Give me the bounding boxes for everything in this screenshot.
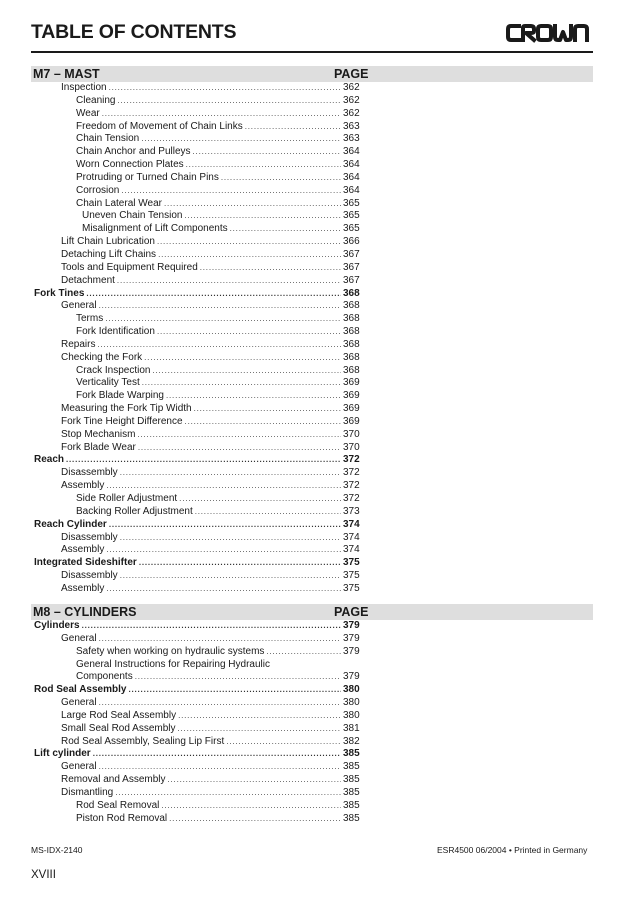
toc-entry-page: 385 <box>343 786 360 798</box>
dot-leader <box>178 710 341 723</box>
section-header-mast <box>31 66 593 82</box>
toc-entry-page: 385 <box>343 748 360 760</box>
toc-entry-label: Stop Mechanism <box>61 428 136 440</box>
dot-leader <box>152 365 341 378</box>
toc-entry-page: 373 <box>343 505 360 517</box>
dot-leader <box>221 172 341 185</box>
toc-entry <box>31 185 361 198</box>
toc-entry-page: 380 <box>343 709 360 721</box>
toc-entry-page: 369 <box>343 403 360 415</box>
toc-entry <box>31 300 361 313</box>
toc-entry-page: 372 <box>343 454 360 466</box>
dot-leader <box>66 454 341 467</box>
toc-entry <box>31 454 361 467</box>
toc-entry-page: 368 <box>343 287 360 299</box>
toc-entry-page: 369 <box>343 415 360 427</box>
toc-entry <box>31 659 361 672</box>
dot-leader <box>230 223 341 236</box>
dot-leader <box>141 133 341 146</box>
dot-leader <box>105 313 341 326</box>
toc-entry <box>31 620 361 633</box>
toc-entry-page: 379 <box>343 645 360 657</box>
toc-entry <box>31 352 361 365</box>
toc-entry-page: 375 <box>343 557 360 569</box>
dot-leader <box>200 262 341 275</box>
section-title: M7 – MAST <box>33 67 100 81</box>
dot-leader <box>99 633 341 646</box>
toc-entry <box>31 570 361 583</box>
dot-leader <box>106 544 341 557</box>
toc-entry-label: Rod Seal Assembly <box>34 684 127 696</box>
toc-entry <box>31 198 361 211</box>
section-title: M8 – CYLINDERS <box>33 605 137 619</box>
toc-entry-label: Fork Blade Warping <box>76 390 164 402</box>
dot-leader <box>93 748 341 761</box>
page-column-label: PAGE <box>334 605 369 619</box>
toc-entry <box>31 390 361 403</box>
toc-entry-page: 372 <box>343 493 360 504</box>
footer-edition: ESR4500 06/2004 • Printed in Germany <box>437 845 588 855</box>
toc-entry-page: 364 <box>343 171 360 183</box>
toc-entry-label: Freedom of Movement of Chain Links <box>76 120 243 132</box>
dot-leader <box>168 774 342 787</box>
toc-entry <box>31 159 361 172</box>
toc-entry-page: 372 <box>343 480 360 492</box>
toc-entry <box>31 172 361 185</box>
toc-entry <box>31 736 361 749</box>
toc-entry-label: Dismantling <box>61 786 114 798</box>
dot-leader <box>186 159 341 172</box>
dot-leader <box>138 442 341 455</box>
dot-leader <box>128 684 341 697</box>
toc-entry-label: Detachment <box>61 274 115 286</box>
toc-entry-page: 369 <box>343 390 360 402</box>
toc-entry <box>31 339 361 352</box>
toc-entry <box>31 557 361 570</box>
toc-entry-label: Cleaning <box>76 94 116 106</box>
dot-leader <box>121 185 341 198</box>
toc-entry-label: Components <box>76 671 133 683</box>
dot-leader <box>82 620 341 633</box>
toc-entry-page: 363 <box>343 133 360 145</box>
toc-entry-label: Crack Inspection <box>76 364 151 376</box>
toc-entry-label: Protruding or Turned Chain Pins <box>76 171 219 183</box>
toc-entry-page: 372 <box>343 467 360 479</box>
dot-leader <box>137 429 341 442</box>
toc-entry <box>31 223 361 236</box>
toc-entry-label: Integrated Sideshifter <box>34 557 137 569</box>
dot-leader <box>178 723 342 736</box>
toc-entry-label: Fork Tine Height Difference <box>61 415 183 427</box>
toc-entry-page: 368 <box>343 326 360 338</box>
toc-entry <box>31 671 361 684</box>
toc-entry <box>31 249 361 262</box>
toc-list-cylinders <box>31 620 361 826</box>
toc-entry-label: Fork Identification <box>76 326 155 338</box>
toc-entry <box>31 697 361 710</box>
toc-entry <box>31 544 361 557</box>
toc-entry <box>31 519 361 532</box>
crown-logo <box>505 22 593 44</box>
toc-entry-label: Wear <box>76 107 100 119</box>
toc-entry-label: Removal and Assembly <box>61 774 166 786</box>
toc-entry-label: Detaching Lift Chains <box>61 248 157 260</box>
toc-entry-page: 368 <box>343 313 360 325</box>
toc-entry <box>31 723 361 736</box>
toc-entry-label: Tools and Equipment Required <box>61 261 198 273</box>
toc-entry-page: 374 <box>343 531 360 543</box>
toc-entry <box>31 506 361 519</box>
toc-entry-page: 380 <box>343 684 360 696</box>
toc-entry-label: Cylinders <box>34 620 80 631</box>
toc-entry-page: 379 <box>343 671 360 683</box>
toc-entry-page: 375 <box>343 582 360 594</box>
toc-entry-page: 379 <box>343 632 360 644</box>
toc-entry-page: 379 <box>343 620 360 631</box>
toc-entry-label: Rod Seal Assembly, Sealing Lip First <box>61 735 225 747</box>
toc-entry-page: 381 <box>343 722 360 734</box>
toc-entry-page: 362 <box>343 94 360 106</box>
dot-leader <box>99 697 341 710</box>
dot-leader <box>157 236 341 249</box>
dot-leader <box>106 480 341 493</box>
toc-entry-page: 368 <box>343 338 360 350</box>
toc-list-mast <box>31 82 361 596</box>
toc-entry <box>31 326 361 339</box>
dot-leader <box>115 787 341 800</box>
toc-entry <box>31 313 361 326</box>
toc-entry-label: Disassembly <box>61 570 118 582</box>
toc-entry-label: Chain Anchor and Pulleys <box>76 146 191 158</box>
toc-entry-label: Disassembly <box>61 467 118 479</box>
toc-entry-label: Assembly <box>61 480 105 492</box>
dot-leader <box>266 646 341 659</box>
toc-entry-label: Checking the Fork <box>61 351 143 363</box>
toc-entry-label: Assembly <box>61 582 105 594</box>
dot-leader <box>245 121 341 134</box>
dot-leader <box>135 671 341 684</box>
page-column-label: PAGE <box>334 67 369 81</box>
toc-entry-label: Lift Chain Lubrication <box>61 236 155 248</box>
toc-entry-label: Terms <box>76 313 104 325</box>
toc-entry-page: 370 <box>343 428 360 440</box>
toc-entry-page: 365 <box>343 210 360 222</box>
toc-entry <box>31 377 361 390</box>
dot-leader <box>179 493 341 506</box>
toc-entry <box>31 95 361 108</box>
toc-entry-page: 368 <box>343 300 360 312</box>
toc-entry-label: Reach <box>34 454 65 466</box>
toc-entry-label: Fork Blade Wear <box>61 441 136 453</box>
toc-entry-label: Corrosion <box>76 184 120 196</box>
dot-leader <box>158 249 341 262</box>
toc-entry <box>31 442 361 455</box>
dot-leader <box>226 736 341 749</box>
dot-leader <box>193 146 341 159</box>
dot-leader <box>106 583 341 596</box>
toc-entry <box>31 146 361 159</box>
toc-entry-page: 385 <box>343 812 360 824</box>
toc-entry-page: 374 <box>343 518 360 530</box>
toc-entry-page: 363 <box>343 120 360 132</box>
toc-entry-label: Rod Seal Removal <box>76 799 160 811</box>
header-divider <box>31 51 593 53</box>
toc-entry-page: 365 <box>343 223 360 235</box>
toc-entry-label: General <box>61 632 97 644</box>
toc-entry <box>31 480 361 493</box>
dot-leader <box>144 352 341 365</box>
toc-entry-label: Lift cylinder <box>34 748 91 760</box>
dot-leader <box>117 275 341 288</box>
toc-entry-label: Piston Rod Removal <box>76 812 168 824</box>
toc-entry-label: Chain Tension <box>76 133 140 145</box>
dot-leader <box>169 813 341 826</box>
toc-entry-label: Side Roller Adjustment <box>76 493 178 504</box>
toc-entry <box>31 416 361 429</box>
toc-entry <box>31 133 361 146</box>
dot-leader <box>157 326 341 339</box>
dot-leader <box>99 761 341 774</box>
toc-entry-page: 374 <box>343 544 360 556</box>
dot-leader <box>120 532 341 545</box>
toc-entry-label: Misalignment of Lift Components <box>82 223 228 235</box>
toc-entry-label: Small Seal Rod Assembly <box>61 722 176 734</box>
toc-entry <box>31 710 361 723</box>
section-header-cylinders <box>31 604 593 620</box>
toc-entry-label: Verticality Test <box>76 377 140 389</box>
toc-entry <box>31 82 361 95</box>
dot-leader <box>120 570 341 583</box>
toc-entry <box>31 365 361 378</box>
toc-entry-label: Repairs <box>61 338 96 350</box>
dot-leader <box>185 416 341 429</box>
toc-entry <box>31 121 361 134</box>
toc-entry-page: 375 <box>343 570 360 582</box>
toc-entry <box>31 583 361 596</box>
toc-entry-page: 362 <box>343 107 360 119</box>
toc-entry-label: Fork Tines <box>34 287 85 299</box>
toc-entry <box>31 633 361 646</box>
toc-entry-page: 367 <box>343 248 360 260</box>
toc-entry <box>31 467 361 480</box>
toc-entry-page: 385 <box>343 774 360 786</box>
toc-entry-page: 367 <box>343 274 360 286</box>
toc-entry <box>31 108 361 121</box>
dot-leader <box>102 108 341 121</box>
toc-entry <box>31 403 361 416</box>
toc-entry-label: Reach Cylinder <box>34 518 107 530</box>
dot-leader <box>99 300 341 313</box>
toc-entry <box>31 748 361 761</box>
dot-leader <box>161 800 341 813</box>
dot-leader <box>97 339 341 352</box>
toc-entry <box>31 646 361 659</box>
footer-doc-id: MS-IDX-2140 <box>31 845 83 855</box>
dot-leader <box>195 506 341 519</box>
toc-entry-page: 369 <box>343 377 360 389</box>
dot-leader <box>142 377 341 390</box>
dot-leader <box>184 210 341 223</box>
dot-leader <box>109 519 341 532</box>
dot-leader <box>117 95 341 108</box>
toc-entry <box>31 813 361 826</box>
toc-entry-page: 364 <box>343 146 360 158</box>
toc-entry-label: General Instructions for Repairing Hydraulic <box>76 658 270 670</box>
toc-entry <box>31 262 361 275</box>
toc-entry-page: 380 <box>343 697 360 709</box>
toc-entry-page: 385 <box>343 761 360 773</box>
toc-entry-label: Assembly <box>61 544 105 556</box>
toc-entry-page: 368 <box>343 364 360 376</box>
toc-entry-page: 370 <box>343 441 360 453</box>
toc-entry-page: 364 <box>343 159 360 171</box>
toc-entry-page: 368 <box>343 351 360 363</box>
toc-entry <box>31 493 361 506</box>
toc-entry-label: Measuring the Fork Tip Width <box>61 403 192 415</box>
toc-entry <box>31 774 361 787</box>
toc-entry <box>31 429 361 442</box>
dot-leader <box>139 557 341 570</box>
dot-leader <box>120 467 341 480</box>
toc-entry-label: Safety when working on hydraulic systems <box>76 645 265 657</box>
toc-entry-page: 365 <box>343 197 360 209</box>
dot-leader <box>86 288 341 301</box>
toc-entry <box>31 761 361 774</box>
toc-entry <box>31 210 361 223</box>
toc-entry <box>31 236 361 249</box>
toc-entry-page: 364 <box>343 184 360 196</box>
page-number: XVIII <box>31 869 56 881</box>
toc-entry <box>31 275 361 288</box>
toc-entry-label: Backing Roller Adjustment <box>76 505 193 517</box>
toc-entry-page: 385 <box>343 799 360 811</box>
toc-entry <box>31 684 361 697</box>
toc-entry-label: Worn Connection Plates <box>76 159 184 171</box>
toc-entry-label: Uneven Chain Tension <box>82 210 183 222</box>
toc-entry-label: Disassembly <box>61 531 118 543</box>
toc-entry-page: 366 <box>343 236 360 248</box>
toc-entry-page: 382 <box>343 735 360 747</box>
toc-entry-label: General <box>61 697 97 709</box>
toc-entry-label: Chain Lateral Wear <box>76 197 162 209</box>
toc-entry-label: General <box>61 761 97 773</box>
toc-entry <box>31 288 361 301</box>
page-title: TABLE OF CONTENTS <box>31 21 237 43</box>
toc-entry <box>31 532 361 545</box>
toc-entry-page: 367 <box>343 261 360 273</box>
toc-entry-page: 362 <box>343 82 360 93</box>
dot-leader <box>166 390 341 403</box>
toc-entry-label: Inspection <box>61 82 107 93</box>
dot-leader <box>109 82 341 95</box>
toc-entry-label: Large Rod Seal Assembly <box>61 709 177 721</box>
toc-entry <box>31 787 361 800</box>
dot-leader <box>194 403 341 416</box>
toc-entry-label: General <box>61 300 97 312</box>
toc-entry <box>31 800 361 813</box>
dot-leader <box>164 198 341 211</box>
